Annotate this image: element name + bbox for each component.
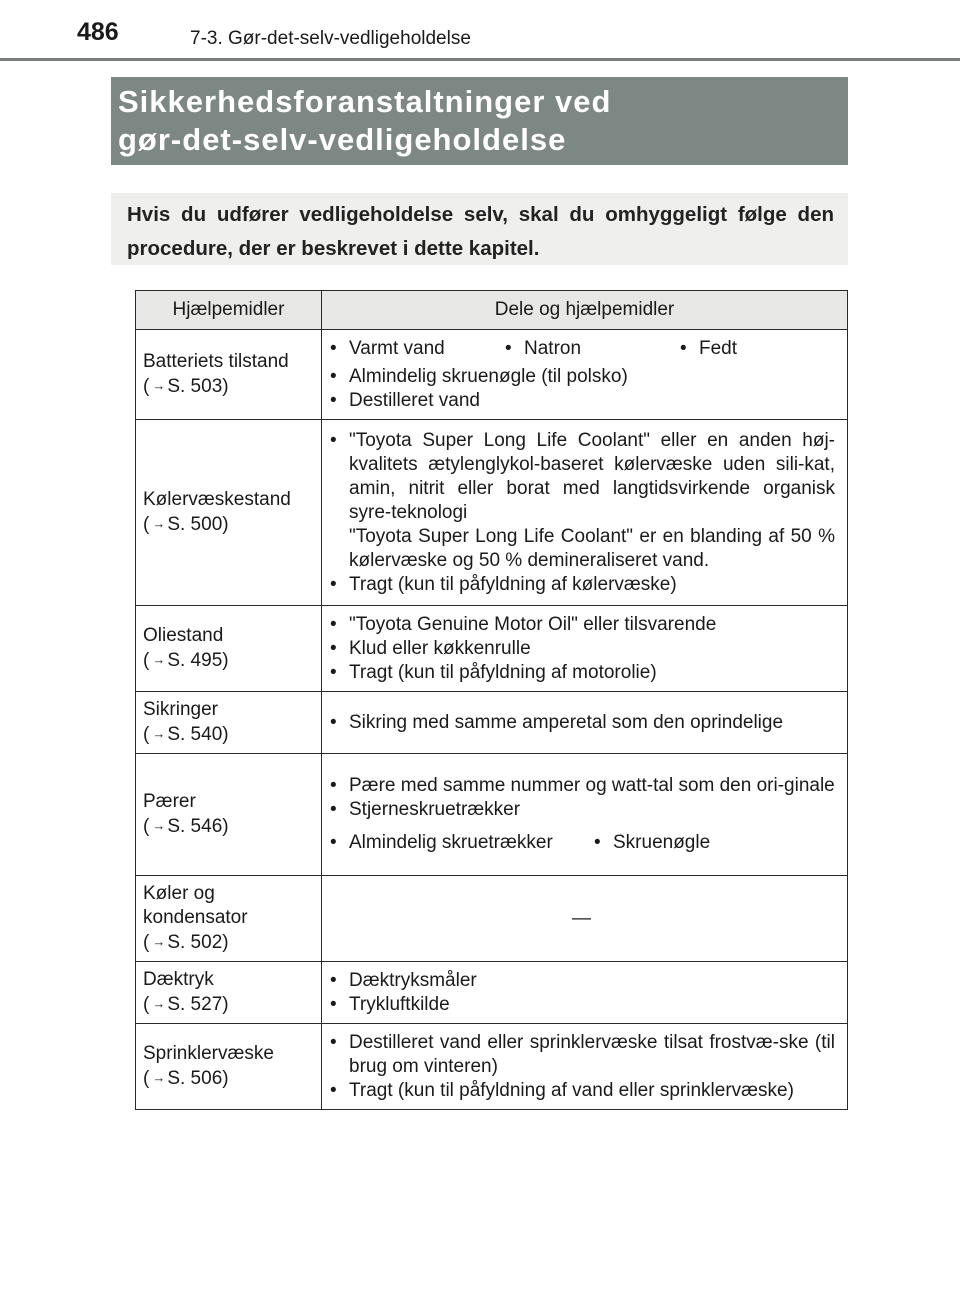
list-item: • Tragt (kun til påfyldning af motorolie)	[328, 661, 835, 685]
page-reference[interactable]: ( → S. 506)	[143, 1068, 229, 1089]
list-item: • Destilleret vand	[328, 389, 835, 413]
list-item: • Dæktryksmåler	[328, 969, 835, 993]
page-reference[interactable]: ( → S. 503)	[143, 376, 229, 397]
page-ref-text: S. 540	[167, 724, 223, 745]
arrow-right-icon: →	[152, 818, 166, 833]
list-item: • Trykluftkilde	[328, 993, 835, 1017]
table-row	[136, 330, 848, 420]
items-cell	[322, 754, 848, 876]
table-row	[136, 754, 848, 876]
item-list	[328, 711, 835, 735]
intro-text: Hvis du udfører vedligeholdelse selv, skal du omhyggeligt følge den procedure, der er beskrevet i dette kapitel.	[127, 203, 834, 260]
item-list	[328, 1031, 835, 1103]
page-header	[0, 0, 960, 62]
topic-cell	[136, 1024, 322, 1110]
table-row	[136, 962, 848, 1024]
topic-cell	[136, 330, 322, 420]
items-cell	[322, 606, 848, 692]
topic-label: Sikringer	[143, 699, 218, 720]
inline-item-group	[328, 831, 835, 855]
page-ref-text: S. 527	[167, 994, 223, 1015]
list-item: • Varmt vand	[328, 337, 503, 361]
page-reference[interactable]: ( → S. 495)	[143, 650, 229, 671]
page-ref-text: S. 500	[167, 514, 223, 535]
section-banner	[111, 77, 848, 165]
page-ref-text: S. 546	[167, 816, 223, 837]
arrow-right-icon: →	[152, 934, 166, 949]
items-cell	[322, 330, 848, 420]
table-row	[136, 692, 848, 754]
list-item: • Almindelig skruetrækker	[328, 831, 592, 855]
item-list	[328, 774, 835, 822]
list-item: • Tragt (kun til påfyldning af vand eller sprinklervæske)	[328, 1079, 835, 1103]
topic-cell	[136, 754, 322, 876]
table-row	[136, 876, 848, 962]
list-item: • Natron	[503, 337, 678, 361]
arrow-right-icon: →	[152, 1070, 166, 1085]
list-item: • "Toyota Genuine Motor Oil" eller tilsvarende	[328, 613, 835, 637]
arrow-right-icon: →	[152, 652, 166, 667]
topic-cell	[136, 876, 322, 962]
arrow-right-icon: →	[152, 378, 166, 393]
arrow-right-icon: →	[152, 996, 166, 1011]
topic-cell	[136, 962, 322, 1024]
items-cell	[322, 876, 848, 962]
items-cell	[322, 962, 848, 1024]
page-ref-text: S. 506	[167, 1068, 223, 1089]
arrow-right-icon: →	[152, 726, 166, 741]
list-item: • Almindelig skruenøgle (til polsko)	[328, 365, 835, 389]
topic-cell	[136, 420, 322, 606]
header-divider	[0, 58, 960, 61]
arrow-right-icon: →	[152, 516, 166, 531]
list-item: • Sikring med samme amperetal som den oprindelige	[328, 711, 835, 735]
column-header-aids: Hjælpemidler	[136, 291, 322, 330]
page-ref-text: S. 503	[167, 376, 223, 397]
list-item-note: "Toyota Super Long Life Coolant" er en blanding af 50 % kølervæske og 50 % demineraliseret vand.	[349, 525, 835, 571]
items-cell	[322, 692, 848, 754]
list-item: • Tragt (kun til påfyldning af kølervæske)	[328, 573, 835, 597]
list-item-text: "Toyota Super Long Life Coolant" eller en anden høj-kvalitets ætylenglykol-baseret kølervæske uden sili-kat, amin, nitrit eller borat med langtidsvirkende organisk syre-teknologi	[349, 429, 835, 523]
empty-dash: —	[572, 907, 591, 929]
items-cell	[322, 1024, 848, 1110]
item-list	[328, 429, 835, 597]
page-reference[interactable]: ( → S. 540)	[143, 724, 229, 745]
page-reference[interactable]: ( → S. 502)	[143, 932, 229, 953]
topic-label: Køler og kondensator	[143, 883, 248, 928]
item-list	[328, 613, 835, 685]
list-item: • Pære med samme nummer og watt-tal som den ori-ginale	[328, 774, 835, 798]
table-row	[136, 420, 848, 606]
topic-cell	[136, 692, 322, 754]
list-item	[328, 429, 835, 573]
page-reference[interactable]: ( → S. 527)	[143, 994, 229, 1015]
table-header-row	[136, 291, 848, 330]
list-item: • Klud eller køkkenrulle	[328, 637, 835, 661]
inline-item-group	[328, 337, 835, 361]
topic-label: Sprinklervæske	[143, 1043, 274, 1064]
intro-box	[111, 193, 848, 265]
section-title: Sikkerhedsforanstaltninger ved gør-det-selv-vedligeholdelse	[118, 84, 612, 157]
maintenance-table	[135, 290, 848, 1110]
list-item: • Stjerneskruetrækker	[328, 798, 835, 822]
table-row	[136, 606, 848, 692]
page-number: 486	[77, 18, 119, 46]
topic-label: Kølervæskestand	[143, 489, 291, 510]
page-ref-text: S. 495	[167, 650, 223, 671]
page-reference[interactable]: ( → S. 500)	[143, 514, 229, 535]
topic-label: Dæktryk	[143, 969, 214, 990]
table-row	[136, 1024, 848, 1110]
list-item: • Fedt	[678, 337, 737, 361]
topic-label: Oliestand	[143, 625, 224, 646]
list-item: • Destilleret vand eller sprinklervæske tilsat frostvæ-ske (til brug om vinteren)	[328, 1031, 835, 1079]
column-header-parts: Dele og hjælpemidler	[322, 291, 848, 330]
topic-label: Batteriets tilstand	[143, 351, 289, 372]
page-reference[interactable]: ( → S. 546)	[143, 816, 229, 837]
chapter-title: 7-3. Gør-det-selv-vedligeholdelse	[190, 28, 471, 49]
items-cell	[322, 420, 848, 606]
item-list	[328, 969, 835, 1017]
topic-label: Pærer	[143, 791, 196, 812]
topic-cell	[136, 606, 322, 692]
list-item: • Skruenøgle	[592, 831, 710, 855]
item-list	[328, 365, 835, 413]
page-ref-text: S. 502	[167, 932, 223, 953]
